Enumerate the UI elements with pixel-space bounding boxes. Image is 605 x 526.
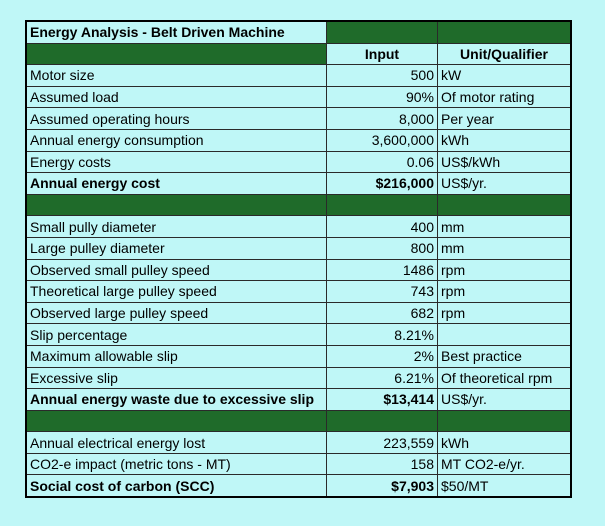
row-value[interactable]: 90% <box>327 86 438 108</box>
row-unit[interactable]: rpm <box>438 302 572 324</box>
row-unit[interactable]: rpm <box>438 259 572 281</box>
row-label[interactable]: Excessive slip <box>26 367 327 389</box>
row-label[interactable]: Small pully diameter <box>26 216 327 238</box>
table-row <box>26 432 571 454</box>
table-row <box>26 259 571 281</box>
row-unit[interactable]: kWh <box>438 432 572 454</box>
row-label[interactable]: Assumed operating hours <box>26 108 327 130</box>
row-value[interactable]: $7,903 <box>327 475 438 497</box>
table-row <box>26 367 571 389</box>
row-unit[interactable]: Of motor rating <box>438 86 572 108</box>
row-value[interactable]: 0.06 <box>327 151 438 173</box>
divider-cell[interactable] <box>438 194 572 216</box>
row-label[interactable]: Theoretical large pulley speed <box>26 281 327 303</box>
table-row <box>26 475 571 497</box>
row-value[interactable]: 1486 <box>327 259 438 281</box>
row-value[interactable]: $13,414 <box>327 389 438 411</box>
table-row <box>26 302 571 324</box>
row-value[interactable]: 3,600,000 <box>327 129 438 151</box>
divider-cell[interactable] <box>26 194 327 216</box>
row-value[interactable]: 223,559 <box>327 432 438 454</box>
row-label[interactable]: Social cost of carbon (SCC) <box>26 475 327 497</box>
row-label[interactable]: Energy costs <box>26 151 327 173</box>
table-row <box>26 345 571 367</box>
header-row <box>26 43 571 65</box>
divider-cell[interactable] <box>327 410 438 432</box>
divider-cell[interactable] <box>26 410 327 432</box>
row-unit[interactable]: rpm <box>438 281 572 303</box>
title-row <box>26 21 571 43</box>
row-label[interactable]: Observed large pulley speed <box>26 302 327 324</box>
row-label[interactable]: CO2-e impact (metric tons - MT) <box>26 453 327 475</box>
row-unit[interactable]: US$/yr. <box>438 389 572 411</box>
row-label[interactable]: Slip percentage <box>26 324 327 346</box>
row-unit[interactable] <box>438 324 572 346</box>
row-label[interactable]: Annual energy consumption <box>26 129 327 151</box>
row-unit[interactable]: kWh <box>438 129 572 151</box>
row-unit[interactable]: Of theoretical rpm <box>438 367 572 389</box>
table-row <box>26 65 571 87</box>
table-title[interactable]: Energy Analysis - Belt Driven Machine <box>26 21 327 43</box>
row-unit[interactable]: US$/yr. <box>438 173 572 195</box>
table-row <box>26 151 571 173</box>
row-value[interactable]: 6.21% <box>327 367 438 389</box>
row-value[interactable]: 158 <box>327 453 438 475</box>
row-label[interactable]: Annual energy cost <box>26 173 327 195</box>
row-unit[interactable]: mm <box>438 237 572 259</box>
table-row <box>26 216 571 238</box>
row-label[interactable]: Observed small pulley speed <box>26 259 327 281</box>
table-row <box>26 86 571 108</box>
divider-cell[interactable] <box>327 194 438 216</box>
energy-analysis-table <box>25 20 572 498</box>
row-value[interactable]: 400 <box>327 216 438 238</box>
row-label[interactable]: Large pulley diameter <box>26 237 327 259</box>
row-unit[interactable]: Best practice <box>438 345 572 367</box>
header-band-cell[interactable] <box>26 43 327 65</box>
row-value[interactable]: 8.21% <box>327 324 438 346</box>
row-label[interactable]: Annual energy waste due to excessive slip <box>26 389 327 411</box>
row-value[interactable]: 2% <box>327 345 438 367</box>
row-value[interactable]: 800 <box>327 237 438 259</box>
section-divider-row <box>26 194 571 216</box>
title-band-cell[interactable] <box>438 21 572 43</box>
row-value[interactable]: $216,000 <box>327 173 438 195</box>
table-row <box>26 108 571 130</box>
unit-column-header[interactable]: Unit/Qualifier <box>438 43 572 65</box>
row-unit[interactable]: US$/kWh <box>438 151 572 173</box>
table-row <box>26 324 571 346</box>
row-label[interactable]: Assumed load <box>26 86 327 108</box>
input-column-header[interactable]: Input <box>327 43 438 65</box>
table-row <box>26 173 571 195</box>
table-row <box>26 237 571 259</box>
table-row <box>26 453 571 475</box>
row-unit[interactable]: Per year <box>438 108 572 130</box>
table-row <box>26 281 571 303</box>
section-divider-row <box>26 410 571 432</box>
row-value[interactable]: 743 <box>327 281 438 303</box>
row-value[interactable]: 682 <box>327 302 438 324</box>
row-unit[interactable]: MT CO2-e/yr. <box>438 453 572 475</box>
table-row <box>26 389 571 411</box>
row-label[interactable]: Maximum allowable slip <box>26 345 327 367</box>
row-unit[interactable]: kW <box>438 65 572 87</box>
row-unit[interactable]: $50/MT <box>438 475 572 497</box>
row-value[interactable]: 500 <box>327 65 438 87</box>
divider-cell[interactable] <box>438 410 572 432</box>
row-value[interactable]: 8,000 <box>327 108 438 130</box>
row-unit[interactable]: mm <box>438 216 572 238</box>
row-label[interactable]: Annual electrical energy lost <box>26 432 327 454</box>
title-band-cell[interactable] <box>327 21 438 43</box>
table-row <box>26 129 571 151</box>
row-label[interactable]: Motor size <box>26 65 327 87</box>
